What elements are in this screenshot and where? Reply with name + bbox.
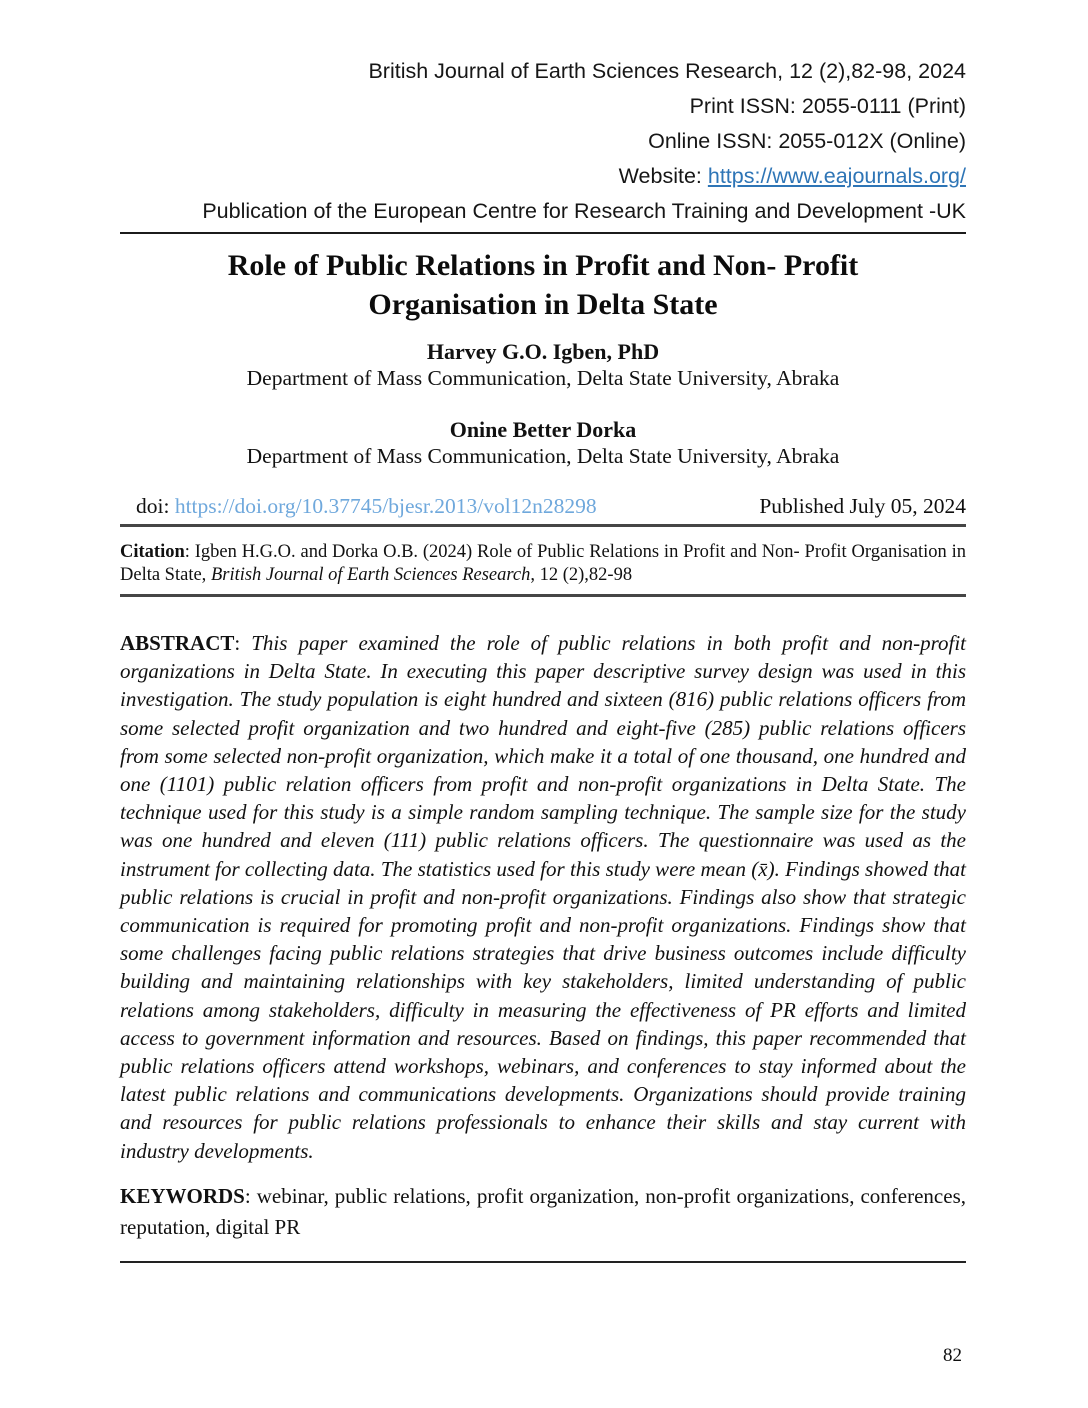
author-block-2 — [120, 416, 966, 470]
divider-under-doi — [120, 524, 966, 527]
journal-volume-line: British Journal of Earth Sciences Research, 12 (2),82-98, 2024 — [368, 59, 966, 83]
doi-link[interactable]: https://doi.org/10.37745/bjesr.2013/vol12n28298 — [174, 494, 597, 518]
keywords-text: webinar, public relations, profit organization, non-profit organizations, conferences, reputation, digital PR — [120, 1183, 966, 1239]
author-affiliation: Department of Mass Communication, Delta State University, Abraka — [246, 444, 840, 468]
abstract-paragraph — [120, 629, 966, 1165]
doi-row — [120, 492, 966, 520]
bottom-divider — [120, 1261, 966, 1263]
author-affiliation: Department of Mass Communication, Delta State University, Abraka — [246, 366, 840, 390]
author-name: Onine Better Dorka — [449, 417, 637, 442]
doi-line — [136, 492, 597, 520]
author-block-1 — [120, 338, 966, 392]
abstract-text: This paper examined the role of public relations in both profit and non-profit organizations in Delta State. In executing this paper descriptive survey design was used in this investigation. The study population is eight hundred and sixteen (816) public relations officers from some selected profit organization and two hundred and eight-five (285) public relations officers from some selected non-profit organization, which make it a total of one thousand, one hundred and one (1101) public relation officers from profit and non-profit organizations in Delta State. The technique used for this study is a simple random sampling technique. The sample size for the study was one hundred and eleven (111) public relations officers. The questionnaire was used as the instrument for collecting data. The statistics used for this study were mean (x̄). Findings showed that public relations is crucial in profit and non-profit organizations. Findings also show that strategic communication is required for promoting profit and non-profit organizations. Findings show that some challenges facing public relations strategies that drive business outcomes include difficulty building and maintaining relationships with key stakeholders, limited understanding of public relations among stakeholders, difficulty in measuring the effectiveness of PR efforts and limited access to government information and resources. Based on findings, this paper recommended that public relations officers attend workshops, webinars, and conferences to stay informed about the latest public relations and communications developments. Organizations should provide training and resources for public relations professionals to enhance their skills and stay current with industry developments. — [120, 631, 966, 1163]
divider-under-citation — [120, 594, 966, 597]
website-link[interactable]: https://www.eajournals.org/ — [707, 164, 966, 188]
publication-line: Publication of the European Centre for Research Training and Development -UK — [202, 199, 966, 223]
published-date: Published July 05, 2024 — [759, 494, 966, 518]
citation-pages: , 12 (2),82-98 — [530, 565, 633, 585]
citation-text: : Igben H.G.O. and Dorka O.B. (2024) Role of Public Relations in Profit and Non- Profit Organisation in Delta State, — [120, 542, 966, 585]
keywords-colon: : — [244, 1183, 257, 1208]
citation-label: Citation — [120, 542, 185, 562]
author-name: Harvey G.O. Igben, PhD — [426, 339, 660, 364]
keywords-label: KEYWORDS — [120, 1183, 245, 1208]
website-line — [120, 159, 966, 194]
print-issn-line: Print ISSN: 2055-0111 (Print) — [689, 94, 966, 118]
title-line-1: Role of Public Relations in Profit and Non- Profit — [227, 249, 859, 282]
page-number: 82 — [943, 1344, 962, 1366]
journal-header — [120, 54, 966, 234]
online-issn-line: Online ISSN: 2055-012X (Online) — [648, 129, 966, 153]
abstract-colon: : — [234, 631, 252, 655]
citation-block — [120, 541, 966, 587]
doi-label: doi: — [136, 494, 175, 518]
abstract-label: ABSTRACT — [120, 631, 235, 655]
page-title — [120, 246, 966, 324]
citation-journal-name: British Journal of Earth Sciences Research — [210, 565, 531, 585]
website-label: Website: — [618, 164, 708, 188]
keywords-paragraph — [120, 1181, 966, 1243]
title-line-2: Organisation in Delta State — [368, 288, 718, 321]
